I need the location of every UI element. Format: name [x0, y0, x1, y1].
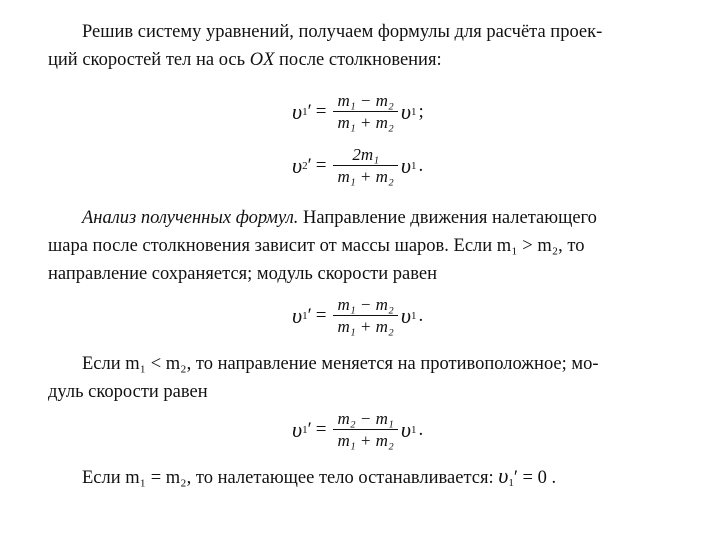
eq3-prime: ′ — [307, 304, 312, 326]
eq3-denominator: m₁ + m₂ — [337, 317, 394, 336]
intro-line-2 — [48, 46, 672, 74]
eq3-tail: . — [418, 304, 424, 326]
analysis-line-1 — [48, 204, 672, 232]
eq4-lhs: υ — [292, 416, 303, 442]
eq4-rhs: υ — [400, 416, 411, 442]
eq2-lhs-sub: 2 — [302, 159, 308, 172]
analysis-text-1: Направление движения налетающего — [298, 208, 597, 228]
equation-v2-prime — [292, 144, 423, 187]
paragraph-intro — [48, 18, 672, 74]
eq4-denominator: m₁ + m₂ — [337, 431, 394, 450]
analysis-line-2: шара после столкновения зависит от массы шаров. Если m₁ > m₂, то — [48, 236, 585, 256]
axis-label: OX — [249, 50, 275, 70]
eq1-rhs: υ — [400, 98, 411, 124]
equation-v1-prime — [292, 90, 424, 133]
paragraph-case-equal — [48, 462, 672, 497]
eq4-fraction — [333, 408, 397, 451]
eq3-equals: = — [315, 304, 327, 326]
eq1-denominator: m₁ + m₂ — [337, 113, 394, 132]
analysis-heading: Анализ полученных формул. — [82, 208, 299, 228]
eq1-numerator: m₁ − m₂ — [333, 90, 397, 112]
eq1-lhs: υ — [292, 98, 303, 124]
case-equal-formula — [498, 463, 557, 489]
p4-lhs-sub: 1 — [508, 477, 514, 489]
eq1-equals: = — [315, 100, 327, 122]
eq4-tail: . — [418, 418, 424, 440]
eq3-lhs-sub: 1 — [302, 309, 308, 322]
eq3-rhs: υ — [400, 302, 411, 328]
eq4-prime: ′ — [307, 418, 312, 440]
eq1-prime: ′ — [307, 100, 312, 122]
eq4-lhs-sub: 1 — [302, 423, 308, 436]
eq3-lhs: υ — [292, 302, 303, 328]
eq2-rhs: υ — [400, 152, 411, 178]
eq2-fraction — [333, 144, 397, 187]
case-less-line-2: дуль скорости равен — [48, 382, 208, 402]
eq2-tail: . — [418, 154, 424, 176]
eq2-denominator: m₁ + m₂ — [337, 167, 394, 186]
paragraph-analysis — [48, 204, 672, 288]
eq2-numerator: 2m₁ — [333, 144, 397, 166]
eq3-numerator: m₁ − m₂ — [333, 294, 397, 316]
eq4-numerator: m₂ − m₁ — [333, 408, 397, 430]
eq1-lhs-sub: 1 — [302, 105, 308, 118]
eq1-rhs-sub: 1 — [410, 105, 417, 118]
eq4-rhs-sub: 1 — [410, 423, 417, 436]
equation-modulus-1 — [292, 294, 423, 337]
eq2-rhs-sub: 1 — [410, 159, 417, 172]
equation-modulus-2 — [292, 408, 423, 451]
eq2-prime: ′ — [307, 154, 312, 176]
intro-text-b: после столкновения: — [274, 50, 442, 70]
p4-prime: ′ — [513, 468, 518, 488]
eq4-equals: = — [315, 418, 327, 440]
analysis-line-3: направление сохраняется; модуль скорости равен — [48, 264, 437, 284]
p4-lhs: υ — [498, 463, 509, 488]
p4-rest: = 0 . — [517, 468, 557, 488]
case-equal-text: Если m₁ = m₂, то налетающее тело останавливается: — [82, 468, 499, 488]
intro-text-a: ций скоростей тел на ось — [48, 50, 250, 70]
eq1-fraction — [333, 90, 397, 133]
intro-line-1: Решив систему уравнений, получаем формулы для расчёта проек- — [82, 22, 603, 42]
eq1-tail: ; — [418, 100, 424, 122]
case-less-line-1: Если m₁ < m₂, то направление меняется на противоположное; мо- — [82, 354, 599, 374]
eq2-equals: = — [315, 154, 327, 176]
paragraph-case-less — [48, 350, 672, 406]
eq2-lhs: υ — [292, 152, 303, 178]
eq3-rhs-sub: 1 — [410, 309, 417, 322]
eq3-fraction — [333, 294, 397, 337]
